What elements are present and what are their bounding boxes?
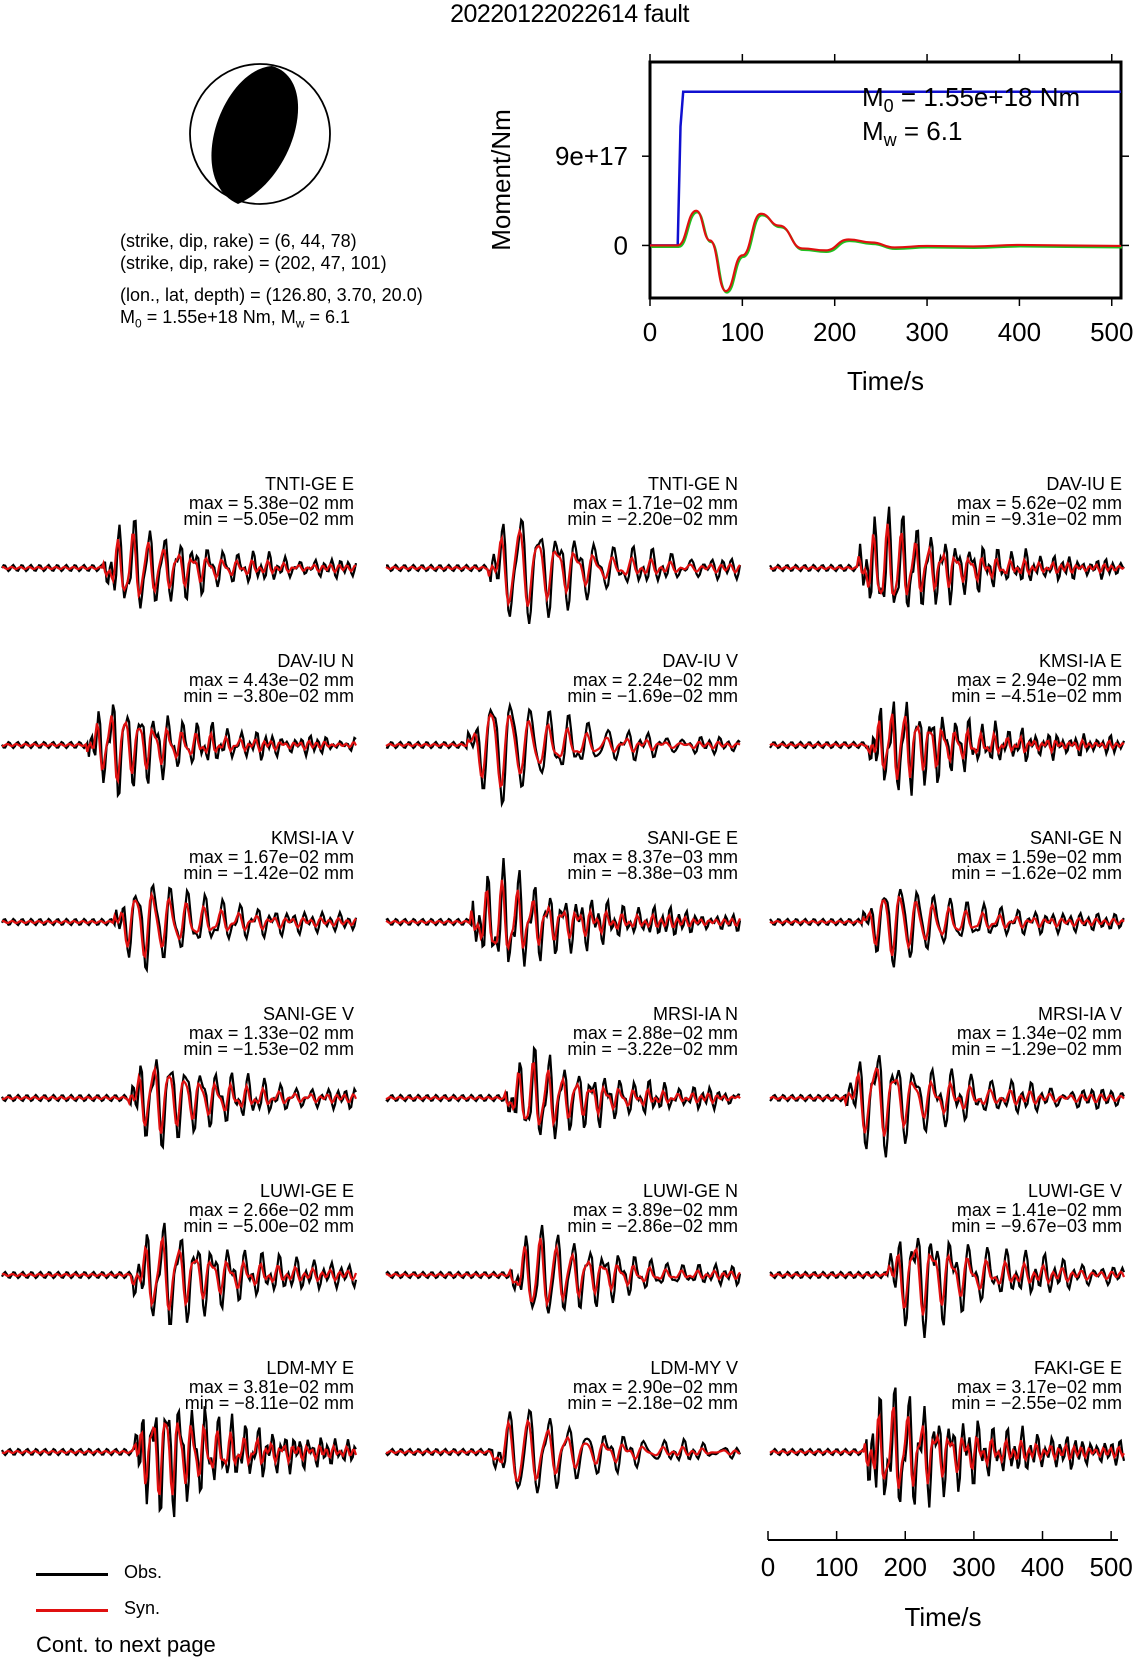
panel-max: max = 1.71e−02 mm [572,493,738,513]
focal-mechanism [186,60,336,208]
panel-max: max = 2.94e−02 mm [956,670,1122,690]
panel-label [567,653,738,704]
panel-label [567,1006,738,1057]
panel-station: LUWI-GE E [259,1181,354,1201]
panel-label [183,1183,354,1234]
panel-station: SANI-GE V [262,1004,354,1024]
panel-label [951,476,1122,527]
observed-trace [2,521,356,608]
panel-label [951,1360,1122,1411]
panel-min: min = −1.29e−02 mm [951,1039,1122,1059]
panel-min: min = −1.42e−02 mm [183,863,354,883]
panel-max: max = 5.38e−02 mm [188,493,354,513]
panel-label [951,830,1122,881]
synthetic-trace [386,531,740,607]
panel-label [183,1006,354,1057]
panel-min: min = −8.38e−03 mm [567,863,738,883]
panel-max: max = 1.33e−02 mm [188,1023,354,1043]
x-tick-label: 500 [1089,1552,1133,1582]
panel-label [951,1006,1122,1057]
panel-station: DAV-IU V [662,651,738,671]
synthetic-trace [2,1239,356,1310]
observed-trace [770,889,1124,967]
x-tick-label: 200 [813,317,857,347]
x-tick-label: 200 [883,1552,927,1582]
panel-station: SANI-GE N [1029,828,1122,848]
panel-station: SANI-GE E [646,828,738,848]
panel-max: max = 2.90e−02 mm [572,1377,738,1397]
x-tick-label: 300 [952,1552,996,1582]
observed-trace [386,1048,740,1139]
panel-max: max = 1.59e−02 mm [956,847,1122,867]
panel-max: max = 3.89e−02 mm [572,1200,738,1220]
rate-series-red [650,211,1121,291]
panel-station: DAV-IU N [277,651,354,671]
panel-min: min = −2.18e−02 mm [567,1393,738,1413]
panel-label [567,1360,738,1411]
moment-summary: $M_0 = 1.55e+18$ Nm, $M_w = 6.1$ [120,307,350,331]
panel-min: min = −8.11e−02 mm [184,1393,354,1413]
x-axis-label: Time/s [904,1602,982,1632]
nodal-plane-2: (strike, dip, rake) = (202, 47, 101) [120,253,387,273]
panel-min: min = −5.05e−02 mm [183,509,354,529]
page-title: 20220122022614 fault [450,0,689,28]
observed-trace [2,886,356,970]
panel-station: TNTI-GE E [265,474,354,494]
panel-label [185,1360,354,1411]
y-axis-label: Moment/Nm [486,109,516,251]
x-tick-label: 500 [1090,317,1134,347]
panel-min: min = −2.55e−02 mm [951,1393,1122,1413]
panel-min: min = −3.22e−02 mm [567,1039,738,1059]
synthetic-trace [2,1423,356,1495]
panel-max: max = 3.81e−02 mm [188,1377,354,1397]
continuation-note: Cont. to next page [36,1632,216,1657]
panel-station: LUWI-GE N [642,1181,738,1201]
panel-label [183,653,354,704]
y-tick-label: 0 [613,230,628,261]
x-axis-label: Time/s [846,366,925,396]
panel-station: MRSI-IA V [1037,1004,1122,1024]
panel-label [183,476,354,527]
x-tick-label: 100 [814,1552,859,1582]
panel-label [567,1183,738,1234]
observed-trace [770,1238,1124,1338]
panel-min: min = −1.69e−02 mm [567,686,738,706]
panel-min: min = −9.67e−03 mm [951,1216,1122,1236]
panel-station: TNTI-GE N [648,474,738,494]
panel-min: min = −9.31e−02 mm [951,509,1122,529]
x-tick-label: 0 [760,1552,776,1582]
m0-annotation: $M_0 = 1.55e+18$ Nm [862,82,1081,117]
legend-obs: Obs. [36,1562,296,1586]
panel-station: FAKI-GE E [1033,1358,1122,1378]
panel-max: max = 3.17e−02 mm [956,1377,1122,1397]
panel-min: min = −1.53e−02 mm [183,1039,354,1059]
panel-max: max = 5.62e−02 mm [956,493,1122,513]
panel-min: min = −1.62e−02 mm [951,863,1122,883]
panel-min: min = −5.00e−02 mm [183,1216,354,1236]
synthetic-trace [386,1063,740,1125]
panel-label [183,830,354,881]
panel-max: max = 1.34e−02 mm [956,1023,1122,1043]
panel-station: LDM-MY V [650,1358,738,1378]
x-tick-label: 100 [720,317,765,347]
panel-station: DAV-IU E [1046,474,1122,494]
panel-label [951,1183,1122,1234]
x-tick-label: 400 [1020,1552,1065,1582]
synthetic-trace [2,895,356,957]
x-tick-label: 400 [997,317,1042,347]
panel-max: max = 1.67e−02 mm [188,847,354,867]
panel-min: min = −3.80e−02 mm [183,686,354,706]
panel-min: min = −2.86e−02 mm [567,1216,738,1236]
panel-min: min = −4.51e−02 mm [951,686,1122,706]
panel-station: LUWI-GE V [1027,1181,1122,1201]
panel-station: KMSI-IA E [1038,651,1122,671]
panel-max: max = 1.41e−02 mm [956,1200,1122,1220]
synthetic-trace [386,715,740,787]
panel-max: max = 2.88e−02 mm [572,1023,738,1043]
synthetic-trace [2,716,356,781]
panel-max: max = 2.66e−02 mm [188,1200,354,1220]
waveform-time-axis [740,1530,1139,1640]
hypocenter: (lon., lat, depth) = (126.80, 3.70, 20.0) [120,285,423,305]
panel-label [567,830,738,881]
y-tick-label: 9e+17 [554,141,628,172]
panel-station: LDM-MY E [266,1358,354,1378]
legend-syn: Syn. [36,1598,296,1622]
observed-trace [386,706,740,804]
panel-label [567,476,738,527]
x-tick-label: 300 [905,317,949,347]
panel-max: max = 4.43e−02 mm [188,670,354,690]
panel-max: max = 2.24e−02 mm [572,670,738,690]
panel-label [951,653,1122,704]
x-tick-label: 0 [642,317,658,347]
focal-parameters [120,230,423,335]
nodal-plane-1: (strike, dip, rake) = (6, 44, 78) [120,231,357,251]
panel-station: KMSI-IA V [270,828,354,848]
panel-min: min = −2.20e−02 mm [567,509,738,529]
panel-max: max = 8.37e−03 mm [572,847,738,867]
mw-annotation: $M_w = 6.1$ [862,116,963,151]
panel-station: MRSI-IA N [652,1004,738,1024]
